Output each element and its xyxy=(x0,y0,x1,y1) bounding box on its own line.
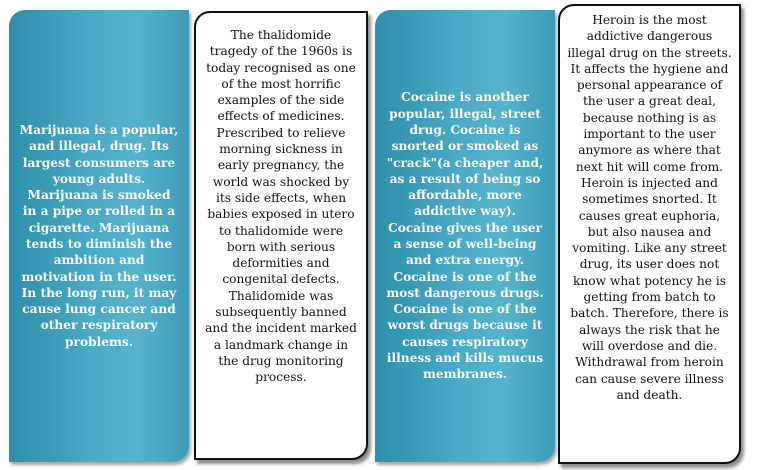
thalidomide-card xyxy=(194,11,368,460)
thalidomide-text: The thalidomide tragedy of the 1960s is today recognised as one of the most horrific examples of the side effects of medicines. Prescribed to relieve morning sickness in early pregnancy, the world was shocked by its side effects, when babies exposed in utero to thalidomide were born with serious deformities and congenital defects. Thalidomide was subsequently banned and the incident marked a landmark change in the drug monitoring process. xyxy=(205,28,357,385)
heroin-text: Heroin is the most addictive dangerous illegal drug on the streets. It affects the hygiene and personal appearance of the user a great deal, because nothing is as important to the user anymore as where that next hit will come from. Heroin is injected and sometimes snorted. It causes great euphoria, but also nausea and vomiting. Like any street drug, its user does not know what potency he is getting from batch to batch. Therefore, there is always the risk that he will overdose and die. Withdrawal from heroin can cause severe illness and death. xyxy=(567,13,732,402)
marijuana-card xyxy=(9,10,189,462)
marijuana-text: Marijuana is a popular, and illegal, drug. Its largest consumers are young adults. Marijuana is smoked in a pipe or rolled in a cigarette. Marijuana tends to diminish the ambition and motivation in the user. In the long run, it may cause lung cancer and other respiratory problems. xyxy=(19,122,179,349)
cocaine-card xyxy=(375,10,555,462)
heroin-card xyxy=(558,4,741,464)
cocaine-text: Cocaine is another popular, illegal, street drug. Cocaine is snorted or smoked as "crack"(a cheaper and, as a result of being so affordable, more addictive way). Cocaine gives the user a sense of well-being and extra energy. Cocaine is one of the most dangerous drugs. Cocaine is one of the worst drugs because it causes respiratory illness and kills mucus membranes. xyxy=(386,90,544,382)
